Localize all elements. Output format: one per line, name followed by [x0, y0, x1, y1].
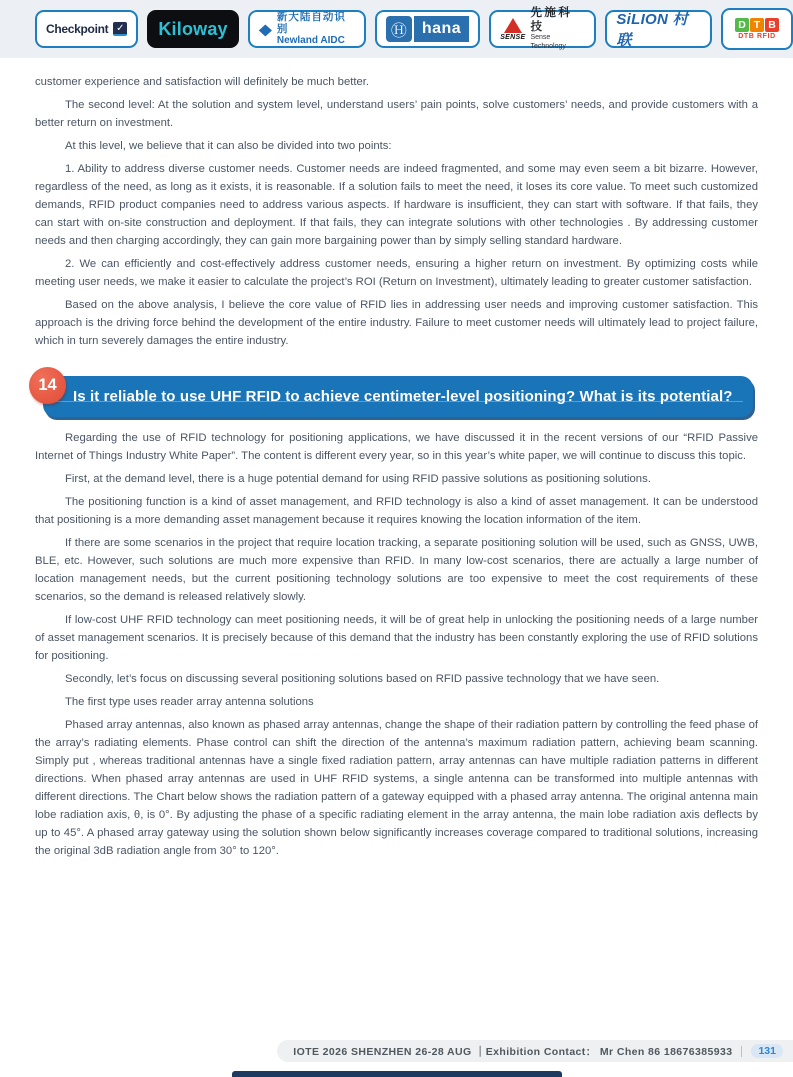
page-content	[0, 58, 793, 860]
section-positioning-text	[35, 429, 758, 860]
dtb-letter-d: D	[735, 18, 749, 32]
logo-dtb-rfid	[721, 8, 793, 50]
question-number-badge: 14	[29, 367, 66, 404]
dtb-letter-b: B	[765, 18, 779, 32]
paragraph: 1. Ability to address diverse customer needs. Customer needs are indeed fragmented, and some may even seem a bit bizarre. However, regardless of the need, as long as it exists, it is reasonable. If a solution fails to meet the need, it loses its core value. To meet such customized demands, RFID product companies need to address various aspects. If hardware is insufficient, they can start with software. If that fails, they can start with on-site construction and deployment. If that fails, they can integrate solutions with other technologies . By addressing customer needs and then charging accordingly, they can gain more bargaining power than by simply selling standard hardware.	[35, 163, 758, 247]
sense-logo-word: SENSE	[500, 33, 526, 41]
page-number: 131	[751, 1044, 783, 1058]
paragraph: The second level: At the solution and system level, understand users’ pain points, solve customers’ needs, and provide customers with a better return on investment.	[35, 99, 758, 129]
dtb-logo-blocks	[735, 18, 779, 32]
paragraph: If low-cost UHF RFID technology can meet positioning needs, it will be of great help in unlocking the positioning needs of a large number of asset management scenarios. It is precisely because of this demand that the industry has been constantly exploring the use of RFID solutions for positioning.	[35, 614, 758, 662]
paragraph: At this level, we believe that it can also be divided into two points:	[65, 140, 392, 152]
newland-logo-text	[277, 11, 355, 47]
paragraph: 2. We can efficiently and cost-effectively address customer needs, ensuring a higher return on investment. By optimizing costs while meeting user needs, we make it easier to calculate the project’s ROI (Return on Investment), ultimately leading to greater customer satisfaction.	[35, 258, 758, 288]
silion-logo-label: SiLION 村联	[616, 11, 688, 49]
footer-divider	[741, 1046, 742, 1057]
partner-logo-strip	[0, 0, 793, 58]
paragraph: First, at the demand level, there is a huge potential demand for using RFID passive solutions as positioning solutions.	[65, 473, 651, 485]
hana-mark-icon: Ⓗ	[386, 16, 412, 42]
logo-sense-technology	[489, 6, 596, 50]
paragraph: The first type uses reader array antenna solutions	[65, 696, 314, 708]
logo-hana	[375, 10, 480, 48]
question-title: Is it reliable to use UHF RFID to achieve centimeter-level positioning? What is its potential?	[73, 387, 733, 405]
logo-checkpoint	[35, 10, 138, 48]
section-core-value-text	[35, 73, 758, 350]
sense-logo-en: Sense Technology	[530, 34, 566, 50]
logo-kiloway	[147, 10, 238, 48]
question-title-bar	[43, 376, 753, 417]
dtb-logo-caption: DTB RFID	[738, 33, 776, 40]
red-triangle-icon	[504, 18, 522, 33]
paragraph: If there are some scenarios in the project that require location tracking, a separate positioning solution will be used, such as GNSS, UWB, BLE, etc. However, such solutions are much more expensive than RFID. In many low-cost scenarios, there are actually a large number of location management needs, but the current positioning technology solutions are too expensive to meet the cost requirements of these scenarios, so the demand is released relatively slowly.	[35, 537, 758, 603]
checkpoint-logo-label: Checkpoint	[46, 22, 109, 36]
sense-logo-text	[530, 7, 585, 51]
footer-exhibition-info: IOTE 2026 SHENZHEN 26-28 AUG ｜Exhibition Contact： Mr Chen 86 18676385933	[293, 1045, 733, 1058]
paragraph: Based on the above analysis, I believe the core value of RFID lies in addressing user needs and improving customer satisfaction. This approach is the driving force behind the development of the entire industry. Failure to meet customer needs will ultimately lead to project failure, which in turn severely damages the entire industry.	[35, 299, 758, 347]
checkmark-icon: ✓	[113, 22, 127, 36]
diamond-icon: ◆	[258, 20, 272, 38]
logo-silion	[605, 10, 712, 48]
kiloway-logo-label: Kiloway	[158, 18, 228, 39]
question-banner	[38, 376, 753, 417]
hana-logo-label: hana	[414, 16, 469, 42]
logo-newland-aidc	[248, 10, 366, 48]
paragraph: The positioning function is a kind of asset management, and RFID technology is also a kind of asset management. It can be understood that positioning is a more demanding asset management because it requires knowing the location information of the item.	[35, 496, 758, 526]
paragraph: Phased array antennas, also known as phased array antennas, change the shape of their radiation pattern by controlling the feed phase of the array’s radiating elements. Phase control can shift the direction of the antenna’s maximum radiation pattern, achieving beam scanning. Simply put , whereas traditional antennas have a single fixed radiation pattern, array antennas can have multiple radiation patterns in different directions. When phased array antennas are used in UHF RFID systems, a single antenna can be transformed into multiple antennas with different directions. The Chart below shows the radiation pattern of a gateway equipped with a phased array antenna. The original antenna main lobe radiation axis, θ, is 0°. By adjusting the phase of a specific radiating element in the array antenna, the main lobe radiation axis deflects by up to 45°. A phased array gateway using the solution shown below significantly increases coverage compared to traditional solutions, increasing the original 3dB radiation angle from 30° to 120°.	[35, 719, 758, 857]
bottom-accent-bar	[232, 1071, 562, 1077]
sense-logo-cn: 先施科技	[530, 6, 573, 33]
paragraph: Regarding the use of RFID technology for positioning applications, we have discussed it in the recent versions of our “RFID Passive Internet of Things Industry White Paper”. The content is different every year, so in this year’s white paper, we will continue to discuss this topic.	[35, 432, 758, 462]
dtb-letter-t: T	[750, 18, 764, 32]
paragraph: customer experience and satisfaction will definitely be much better.	[35, 76, 370, 88]
newland-logo-cn: 新大陆自动识别	[276, 11, 346, 36]
sense-logo-mark	[500, 18, 525, 41]
footer-bar	[277, 1040, 793, 1062]
newland-logo-en: Newland AIDC	[276, 35, 345, 47]
paragraph: Secondly, let’s focus on discussing several positioning solutions based on RFID passive technology that we have seen.	[65, 673, 660, 685]
